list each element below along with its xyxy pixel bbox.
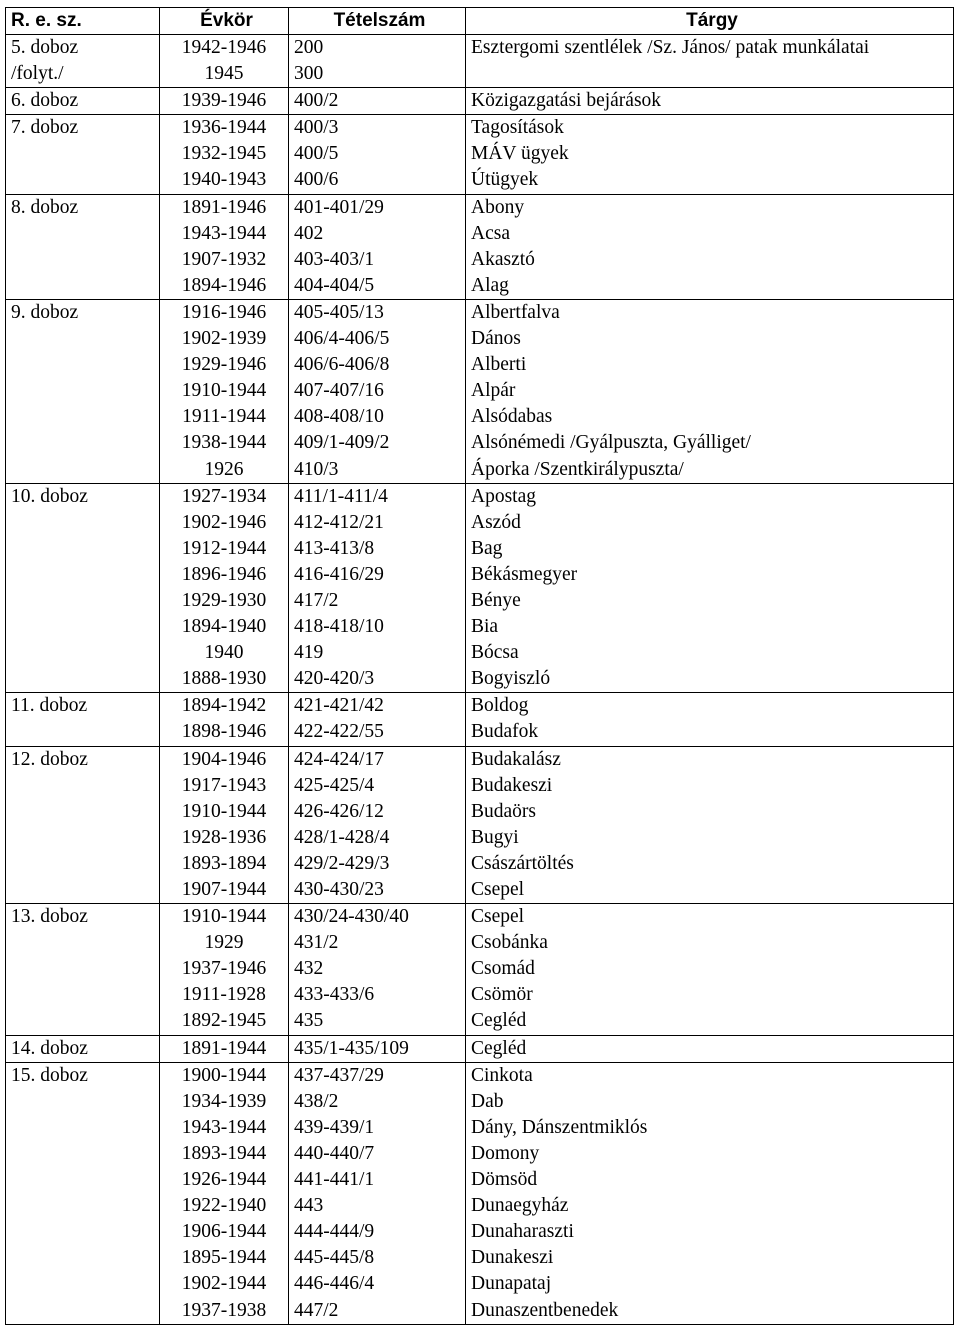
subject: MÁV ügyek <box>471 143 569 165</box>
item-number: 437-437/29 <box>294 1064 384 1086</box>
item-number: 400/3 <box>294 117 339 139</box>
box-label: 6. doboz <box>11 90 79 112</box>
year-range: 1929 <box>204 932 244 954</box>
year-range: 1945 <box>204 63 244 85</box>
item-number: 441-441/1 <box>294 1169 375 1191</box>
box-cell <box>6 693 160 746</box>
table-row <box>6 299 954 483</box>
table-body <box>6 35 954 1325</box>
subject: Közigazgatási bejárások <box>471 90 662 112</box>
table-row <box>6 115 954 194</box>
subject: Csobánka <box>471 932 548 954</box>
item-number: 409/1-409/2 <box>294 432 390 454</box>
year-range: 1940 <box>204 642 244 664</box>
year-range: 1927-1934 <box>181 485 267 507</box>
item-number: 426-426/12 <box>294 800 384 822</box>
item-number: 447/2 <box>294 1299 339 1321</box>
box-cell <box>6 1062 160 1324</box>
year-range: 1929-1930 <box>181 589 267 611</box>
subject <box>471 61 953 87</box>
item-number: 444-444/9 <box>294 1221 375 1243</box>
item-number: 410/3 <box>294 458 339 480</box>
item-number: 401-401/29 <box>294 196 384 218</box>
year-range: 1902-1939 <box>181 328 267 350</box>
items-cell <box>289 88 466 115</box>
subject: Alsónémedi /Gyálpuszta, Gyálliget/ <box>471 432 751 454</box>
item-number: 300 <box>294 63 324 85</box>
item-number: 416-416/29 <box>294 563 384 585</box>
subjects-cell <box>466 1062 954 1324</box>
subject: Aszód <box>471 511 521 533</box>
year-range: 1894-1946 <box>181 274 267 296</box>
item-number: 403-403/1 <box>294 248 375 270</box>
box-label: 15. doboz <box>11 1064 88 1086</box>
subject: Abony <box>471 196 525 218</box>
box-label: 8. doboz <box>11 196 79 218</box>
item-number: 421-421/42 <box>294 695 384 717</box>
box-cell <box>6 299 160 483</box>
years-cell <box>160 693 289 746</box>
subjects-cell <box>466 483 954 693</box>
subject: Dány, Dánszentmiklós <box>471 1116 648 1138</box>
table-row <box>6 693 954 746</box>
year-range: 1895-1944 <box>181 1247 267 1269</box>
item-number: 425-425/4 <box>294 774 375 796</box>
year-range: 1907-1932 <box>181 248 267 270</box>
subjects-cell <box>466 1035 954 1062</box>
item-number: 446-446/4 <box>294 1273 375 1295</box>
subject: Bugyi <box>471 826 519 848</box>
subjects-cell <box>466 115 954 194</box>
table-row <box>6 746 954 904</box>
year-range: 1926-1944 <box>181 1169 267 1191</box>
table-row <box>6 1062 954 1324</box>
items-cell <box>289 483 466 693</box>
subject: Dunakeszi <box>471 1247 554 1269</box>
subject: Alpár <box>471 380 516 402</box>
header-year-range: Évkör <box>160 8 289 35</box>
box-cell <box>6 194 160 299</box>
year-range: 1934-1939 <box>181 1090 267 1112</box>
years-cell <box>160 115 289 194</box>
items-cell <box>289 1035 466 1062</box>
subject: Budakeszi <box>471 774 553 796</box>
box-label: 14. doboz <box>11 1037 88 1059</box>
box-label: 11. doboz <box>11 695 88 717</box>
item-number: 402 <box>294 222 324 244</box>
item-number: 400/5 <box>294 143 339 165</box>
item-number: 420-420/3 <box>294 668 375 690</box>
item-number: 433-433/6 <box>294 984 375 1006</box>
item-number: 440-440/7 <box>294 1142 375 1164</box>
year-range: 1891-1946 <box>181 196 267 218</box>
subject: Acsa <box>471 222 510 244</box>
year-range: 1911-1944 <box>182 406 266 428</box>
item-number: 432 <box>294 958 324 980</box>
item-number: 429/2-429/3 <box>294 852 390 874</box>
year-range: 1917-1943 <box>181 774 267 796</box>
items-cell <box>289 693 466 746</box>
year-range: 1926 <box>204 458 244 480</box>
year-range: 1898-1946 <box>181 721 267 743</box>
year-range: 1922-1940 <box>181 1195 267 1217</box>
subject: Csepel <box>471 906 525 928</box>
year-range: 1892-1945 <box>181 1010 267 1032</box>
items-cell <box>289 1062 466 1324</box>
subjects-cell <box>466 693 954 746</box>
subject: Bag <box>471 537 503 559</box>
subject: Dunaegyház <box>471 1195 569 1217</box>
subject: Alag <box>471 274 509 296</box>
subject: Békásmegyer <box>471 563 578 585</box>
subject: Domony <box>471 1142 540 1164</box>
year-range: 1900-1944 <box>181 1064 267 1086</box>
year-range: 1943-1944 <box>181 222 267 244</box>
subjects-cell <box>466 88 954 115</box>
year-range: 1928-1936 <box>181 826 267 848</box>
item-number: 412-412/21 <box>294 511 384 533</box>
subject: Esztergomi szentlélek /Sz. János/ patak munkálatai <box>471 37 870 58</box>
year-range: 1943-1944 <box>181 1116 267 1138</box>
item-number: 408-408/10 <box>294 406 384 428</box>
year-range: 1907-1944 <box>181 879 267 900</box>
subjects-cell <box>466 904 954 1035</box>
year-range: 1937-1946 <box>181 958 267 980</box>
subjects-cell <box>466 299 954 483</box>
item-number: 407-407/16 <box>294 380 384 402</box>
subject: Bogyiszló <box>471 668 551 690</box>
subject: Alsódabas <box>471 406 553 428</box>
box-label: 5. doboz <box>11 37 79 58</box>
box-cell <box>6 1035 160 1062</box>
year-range: 1938-1944 <box>181 432 267 454</box>
document-page <box>5 7 953 1325</box>
box-label: 13. doboz <box>11 906 88 928</box>
subject: Akasztó <box>471 248 535 270</box>
item-number: 430-430/23 <box>294 879 384 900</box>
year-range: 1939-1946 <box>181 90 267 112</box>
item-number: 418-418/10 <box>294 616 384 638</box>
subject: Csomád <box>471 958 535 980</box>
years-cell <box>160 88 289 115</box>
header-box-number: R. e. sz. <box>6 8 160 35</box>
box-label: 9. doboz <box>11 301 79 323</box>
item-number: 438/2 <box>294 1090 339 1112</box>
table-header-row <box>6 8 954 35</box>
box-cell <box>6 904 160 1035</box>
item-number: 424-424/17 <box>294 748 384 770</box>
subjects-cell <box>466 35 954 88</box>
subject: Cinkota <box>471 1064 533 1086</box>
year-range: 1894-1940 <box>181 616 267 638</box>
subject: Budafok <box>471 721 539 743</box>
items-cell <box>289 299 466 483</box>
items-cell <box>289 194 466 299</box>
item-number: 430/24-430/40 <box>294 906 409 928</box>
subject: Dömsöd <box>471 1169 538 1191</box>
subjects-cell <box>466 194 954 299</box>
year-range: 1902-1944 <box>181 1273 267 1295</box>
box-label: /folyt./ <box>11 63 64 85</box>
item-number: 443 <box>294 1195 324 1217</box>
item-number: 400/2 <box>294 90 339 112</box>
item-number: 404-404/5 <box>294 274 375 296</box>
year-range: 1910-1944 <box>181 906 267 928</box>
box-cell <box>6 483 160 693</box>
years-cell <box>160 35 289 88</box>
year-range: 1942-1946 <box>181 37 267 58</box>
subject: Csepel <box>471 879 525 900</box>
item-number: 406/4-406/5 <box>294 328 390 350</box>
year-range: 1893-1894 <box>181 852 267 874</box>
year-range: 1904-1946 <box>181 748 267 770</box>
items-cell <box>289 904 466 1035</box>
years-cell <box>160 746 289 904</box>
box-cell <box>6 115 160 194</box>
subject: Csömör <box>471 984 533 1006</box>
items-cell <box>289 35 466 88</box>
subject: Áporka /Szentkirálypuszta/ <box>471 458 684 480</box>
subject: Bénye <box>471 589 521 611</box>
subject: Bia <box>471 616 499 638</box>
year-range: 1894-1942 <box>181 695 267 717</box>
items-cell <box>289 746 466 904</box>
year-range: 1936-1944 <box>181 117 267 139</box>
subject: Boldog <box>471 695 529 717</box>
header-subject: Tárgy <box>466 8 954 35</box>
subject: Útügyek <box>471 169 539 191</box>
subject: Budakalász <box>471 748 561 770</box>
box-cell <box>6 746 160 904</box>
year-range: 1932-1945 <box>181 143 267 165</box>
year-range: 1912-1944 <box>181 537 267 559</box>
subject: Dunaszentbenedek <box>471 1299 619 1321</box>
item-number: 445-445/8 <box>294 1247 375 1269</box>
table-row <box>6 35 954 88</box>
years-cell <box>160 904 289 1035</box>
year-range: 1902-1946 <box>181 511 267 533</box>
year-range: 1910-1944 <box>181 380 267 402</box>
items-cell <box>289 115 466 194</box>
year-range: 1929-1946 <box>181 354 267 376</box>
item-number: 400/6 <box>294 169 339 191</box>
year-range: 1910-1944 <box>181 800 267 822</box>
item-number: 435/1-435/109 <box>294 1037 409 1059</box>
subject: Dab <box>471 1090 504 1112</box>
table-row <box>6 483 954 693</box>
header-item-number: Tételszám <box>289 8 466 35</box>
year-range: 1937-1938 <box>181 1299 267 1321</box>
year-range: 1896-1946 <box>181 563 267 585</box>
item-number: 419 <box>294 642 324 664</box>
item-number: 417/2 <box>294 589 339 611</box>
item-number: 422-422/55 <box>294 721 384 743</box>
table-row <box>6 88 954 115</box>
item-number: 200 <box>294 37 324 58</box>
subject: Cegléd <box>471 1010 527 1032</box>
subject: Bócsa <box>471 642 519 664</box>
box-label: 10. doboz <box>11 485 88 507</box>
subject: Apostag <box>471 485 536 507</box>
item-number: 406/6-406/8 <box>294 354 390 376</box>
subject: Cegléd <box>471 1037 527 1059</box>
box-label: 7. doboz <box>11 117 79 139</box>
item-number: 428/1-428/4 <box>294 826 390 848</box>
item-number: 431/2 <box>294 932 339 954</box>
year-range: 1911-1928 <box>182 984 266 1006</box>
box-cell <box>6 35 160 88</box>
subject: Albertfalva <box>471 301 560 323</box>
table-row <box>6 904 954 1035</box>
year-range: 1916-1946 <box>181 301 267 323</box>
subject: Dunaharaszti <box>471 1221 574 1243</box>
year-range: 1940-1943 <box>181 169 267 191</box>
years-cell <box>160 483 289 693</box>
item-number: 411/1-411/4 <box>294 485 388 507</box>
year-range: 1906-1944 <box>181 1221 267 1243</box>
subject: Tagosítások <box>471 117 564 139</box>
inventory-table <box>5 7 954 1325</box>
box-label: 12. doboz <box>11 748 88 770</box>
item-number: 405-405/13 <box>294 301 384 323</box>
subjects-cell <box>466 746 954 904</box>
table-row <box>6 194 954 299</box>
subject: Dános <box>471 328 521 350</box>
subject: Alberti <box>471 354 527 376</box>
item-number: 439-439/1 <box>294 1116 375 1138</box>
year-range: 1891-1944 <box>181 1037 267 1059</box>
year-range: 1888-1930 <box>181 668 267 690</box>
table-row <box>6 1035 954 1062</box>
years-cell <box>160 1035 289 1062</box>
item-number: 435 <box>294 1010 324 1032</box>
subject: Császártöltés <box>471 852 574 874</box>
years-cell <box>160 299 289 483</box>
years-cell <box>160 1062 289 1324</box>
subject: Dunapataj <box>471 1273 552 1295</box>
year-range: 1893-1944 <box>181 1142 267 1164</box>
item-number: 413-413/8 <box>294 537 375 559</box>
box-cell <box>6 88 160 115</box>
years-cell <box>160 194 289 299</box>
subject: Budaörs <box>471 800 536 822</box>
